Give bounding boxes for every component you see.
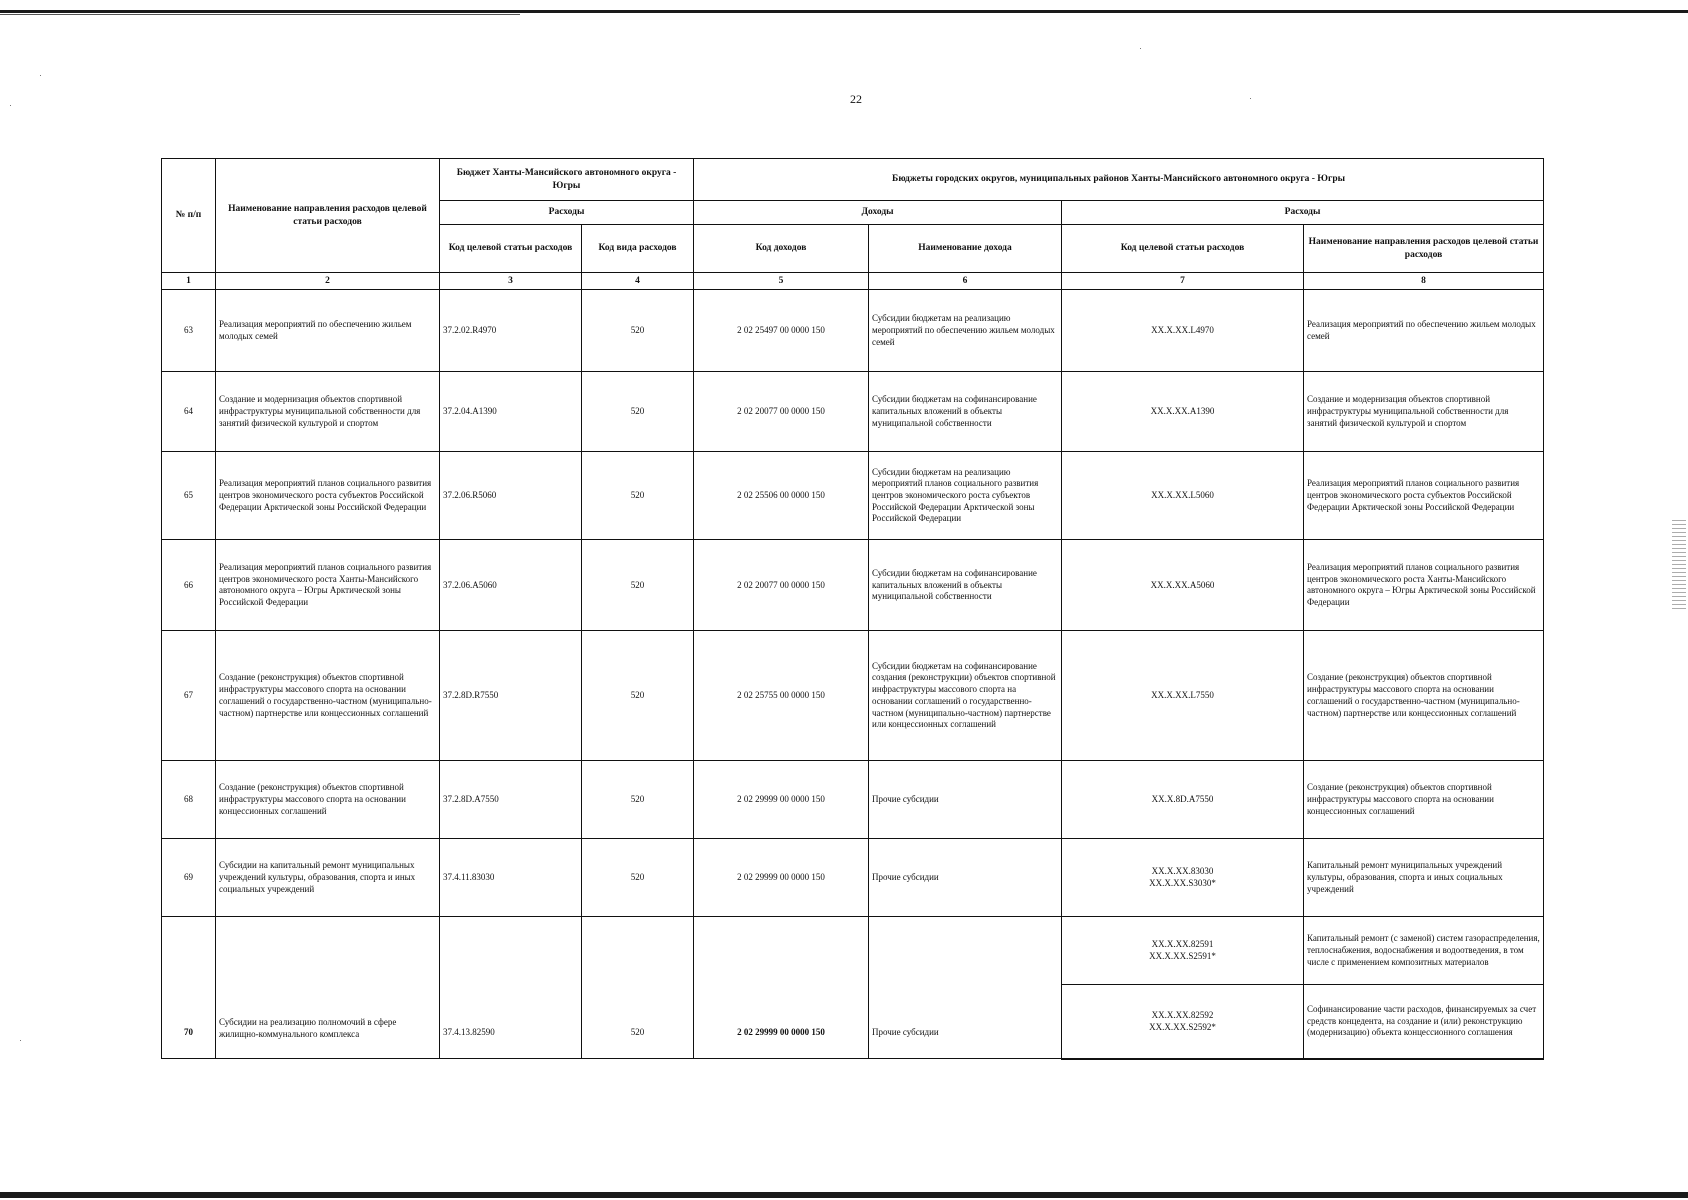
row-income-name: Прочие субсидии — [869, 761, 1062, 839]
column-number: 1 — [162, 273, 216, 290]
table-row — [162, 452, 1544, 540]
scan-top-border-secondary — [0, 14, 520, 15]
row-mun-target-code: XX.X.XX.L4970 — [1062, 290, 1304, 372]
scan-speck — [20, 1040, 21, 1041]
scan-speck — [40, 75, 41, 76]
row-expense-name: Создание (реконструкция) объектов спортивной инфраструктуры массового спорта на основании концессионных соглашений — [216, 761, 440, 839]
row-expense-type: 520 — [582, 631, 694, 761]
row-income-name: Субсидии бюджетам на реализацию мероприятий по обеспечению жильем молодых семей — [869, 290, 1062, 372]
row-income-name: Субсидии бюджетам на софинансирование капитальных вложений в объекты муниципальной собственности — [869, 540, 1062, 631]
scan-top-border — [0, 10, 1688, 13]
row-income-name: Субсидии бюджетам на софинансирование капитальных вложений в объекты муниципальной собственности — [869, 372, 1062, 452]
row-expense-name: Создание и модернизация объектов спортивной инфраструктуры муниципальной собственности для занятий физической культурой и спортом — [216, 372, 440, 452]
column-number: 2 — [216, 273, 440, 290]
column-number: 4 — [582, 273, 694, 290]
row-expense-type: 520 — [582, 452, 694, 540]
header-okrug-expenses: Расходы — [440, 201, 694, 225]
row-expense-name: Реализация мероприятий планов социального развития центров экономического роста субъектов Российской Федерации Арктической зоны Российской Федерации — [216, 452, 440, 540]
row-mun-expense-name: Капитальный ремонт (с заменой) систем газораспределения, теплоснабжения, водоснабжения и водоотведения, в том числе с применением композитных материалов — [1304, 917, 1544, 985]
row-income-name: Прочие субсидии — [869, 917, 1062, 1059]
row-expense-type: 520 — [582, 540, 694, 631]
row-income-code: 2 02 29999 00 0000 150 — [694, 917, 869, 1059]
row-expense-name: Субсидии на капитальный ремонт муниципальных учреждений культуры, образования, спорта и иных социальных учреждений — [216, 839, 440, 917]
row-num: 67 — [162, 631, 216, 761]
row-mun-expense-name: Реализация мероприятий планов социального развития центров экономического роста Ханты-Мансийского автономного округа – Югры Арктической зоны Российской Федерации — [1304, 540, 1544, 631]
header-expense-name: Наименование направления расходов целевой статьи расходов — [216, 159, 440, 273]
header-income: Доходы — [694, 201, 1062, 225]
row-income-code: 2 02 20077 00 0000 150 — [694, 540, 869, 631]
row-target-code: 37.2.02.R4970 — [440, 290, 582, 372]
scan-edge-artifact — [1672, 520, 1686, 612]
row-num: 70 — [162, 917, 216, 1059]
header-mun-target-code: Код целевой статьи расходов — [1062, 225, 1304, 273]
budget-classification-table — [161, 158, 1544, 1060]
row-num: 65 — [162, 452, 216, 540]
row-expense-name: Субсидии на реализацию полномочий в сфере жилищно-коммунального комплекса — [216, 917, 440, 1059]
row-mun-target-code: XX.X.XX.82591 XX.X.XX.S2591* — [1062, 917, 1304, 985]
row-mun-expense-name: Софинансирование части расходов, финансируемых за счет средств концедента, на создание и (или) реконструкцию (модернизацию) объекта концессионного соглашения — [1304, 985, 1544, 1059]
row-mun-expense-name: Создание (реконструкция) объектов спортивной инфраструктуры массового спорта на основании концессионных соглашений — [1304, 761, 1544, 839]
row-expense-type: 520 — [582, 761, 694, 839]
header-num: № п/п — [162, 159, 216, 273]
row-mun-target-code: XX.X.XX.83030 XX.X.XX.S3030* — [1062, 839, 1304, 917]
row-mun-target-code: XX.X.XX.A1390 — [1062, 372, 1304, 452]
header-income-code: Код доходов — [694, 225, 869, 273]
scan-bottom-border — [0, 1192, 1688, 1198]
scan-speck — [1140, 48, 1141, 49]
row-expense-type: 520 — [582, 839, 694, 917]
row-mun-target-code: XX.X.8D.A7550 — [1062, 761, 1304, 839]
row-target-code: 37.2.06.R5060 — [440, 452, 582, 540]
column-number: 6 — [869, 273, 1062, 290]
row-mun-target-code: XX.X.XX.L5060 — [1062, 452, 1304, 540]
row-expense-type: 520 — [582, 290, 694, 372]
row-mun-expense-name: Создание (реконструкция) объектов спортивной инфраструктуры массового спорта на основании соглашений о государственно-частном (муниципально-частном) партнерстве или концессионных соглашений — [1304, 631, 1544, 761]
row-expense-name: Создание (реконструкция) объектов спортивной инфраструктуры массового спорта на основании соглашений о государственно-частном (муниципально-частном) партнерстве или концессионных соглашений — [216, 631, 440, 761]
row-income-code: 2 02 25506 00 0000 150 — [694, 452, 869, 540]
row-income-code: 2 02 29999 00 0000 150 — [694, 839, 869, 917]
column-number: 7 — [1062, 273, 1304, 290]
row-target-code: 37.2.8D.R7550 — [440, 631, 582, 761]
table-row — [162, 540, 1544, 631]
table-row — [162, 372, 1544, 452]
table-row — [162, 917, 1544, 985]
row-target-code: 37.2.8D.A7550 — [440, 761, 582, 839]
row-mun-expense-name: Реализация мероприятий по обеспечению жильем молодых семей — [1304, 290, 1544, 372]
header-income-name: Наименование дохода — [869, 225, 1062, 273]
row-target-code: 37.2.06.A5060 — [440, 540, 582, 631]
row-mun-expense-name: Создание и модернизация объектов спортивной инфраструктуры муниципальной собственности для занятий физической культурой и спортом — [1304, 372, 1544, 452]
row-num: 66 — [162, 540, 216, 631]
row-income-name: Прочие субсидии — [869, 839, 1062, 917]
table-row — [162, 761, 1544, 839]
row-income-code: 2 02 25755 00 0000 150 — [694, 631, 869, 761]
row-income-code: 2 02 25497 00 0000 150 — [694, 290, 869, 372]
page-number: 22 — [850, 92, 862, 106]
scan-speck — [1250, 98, 1251, 99]
column-number: 8 — [1304, 273, 1544, 290]
header-municipal-expenses: Расходы — [1062, 201, 1544, 225]
scan-speck — [10, 105, 11, 106]
row-mun-expense-name: Капитальный ремонт муниципальных учреждений культуры, образования, спорта и иных социальных учреждений — [1304, 839, 1544, 917]
header-target-code: Код целевой статьи расходов — [440, 225, 582, 273]
row-income-code: 2 02 29999 00 0000 150 — [694, 761, 869, 839]
row-target-code: 37.4.11.83030 — [440, 839, 582, 917]
row-income-code: 2 02 20077 00 0000 150 — [694, 372, 869, 452]
row-mun-target-code: XX.X.XX.82592 XX.X.XX.S2592* — [1062, 985, 1304, 1059]
table-row — [162, 290, 1544, 372]
header-expense-type: Код вида расходов — [582, 225, 694, 273]
column-number: 3 — [440, 273, 582, 290]
row-expense-type: 520 — [582, 917, 694, 1059]
table-row — [162, 631, 1544, 761]
row-num: 63 — [162, 290, 216, 372]
row-mun-target-code: XX.X.XX.A5060 — [1062, 540, 1304, 631]
row-num: 69 — [162, 839, 216, 917]
row-expense-type: 520 — [582, 372, 694, 452]
row-expense-name: Реализация мероприятий планов социального развития центров экономического роста Ханты-Мансийского автономного округа – Югры Арктической зоны Российской Федерации — [216, 540, 440, 631]
row-income-name: Субсидии бюджетам на софинансирование создания (реконструкции) объектов спортивной инфраструктуры массового спорта на основании соглашений о государственно-частном (муниципально-частном) партнерстве или концессионных соглашений — [869, 631, 1062, 761]
row-expense-name: Реализация мероприятий по обеспечению жильем молодых семей — [216, 290, 440, 372]
row-num: 68 — [162, 761, 216, 839]
row-target-code: 37.4.13.82590 — [440, 917, 582, 1059]
row-mun-expense-name: Реализация мероприятий планов социального развития центров экономического роста субъектов Российской Федерации Арктической зоны Российской Федерации — [1304, 452, 1544, 540]
row-income-name: Субсидии бюджетам на реализацию мероприятий планов социального развития центров экономического роста субъектов Российской Федерации Арктической зоны Российской Федерации — [869, 452, 1062, 540]
table-row — [162, 839, 1544, 917]
header-municipal-budgets: Бюджеты городских округов, муниципальных районов Ханты-Мансийского автономного округа - Югры — [694, 159, 1544, 201]
header-mun-expense-name: Наименование направления расходов целевой статьи расходов — [1304, 225, 1544, 273]
column-number: 5 — [694, 273, 869, 290]
header-okrug-budget: Бюджет Ханты-Мансийского автономного округа - Югры — [440, 159, 694, 201]
row-mun-target-code: XX.X.XX.L7550 — [1062, 631, 1304, 761]
row-num: 64 — [162, 372, 216, 452]
row-target-code: 37.2.04.A1390 — [440, 372, 582, 452]
